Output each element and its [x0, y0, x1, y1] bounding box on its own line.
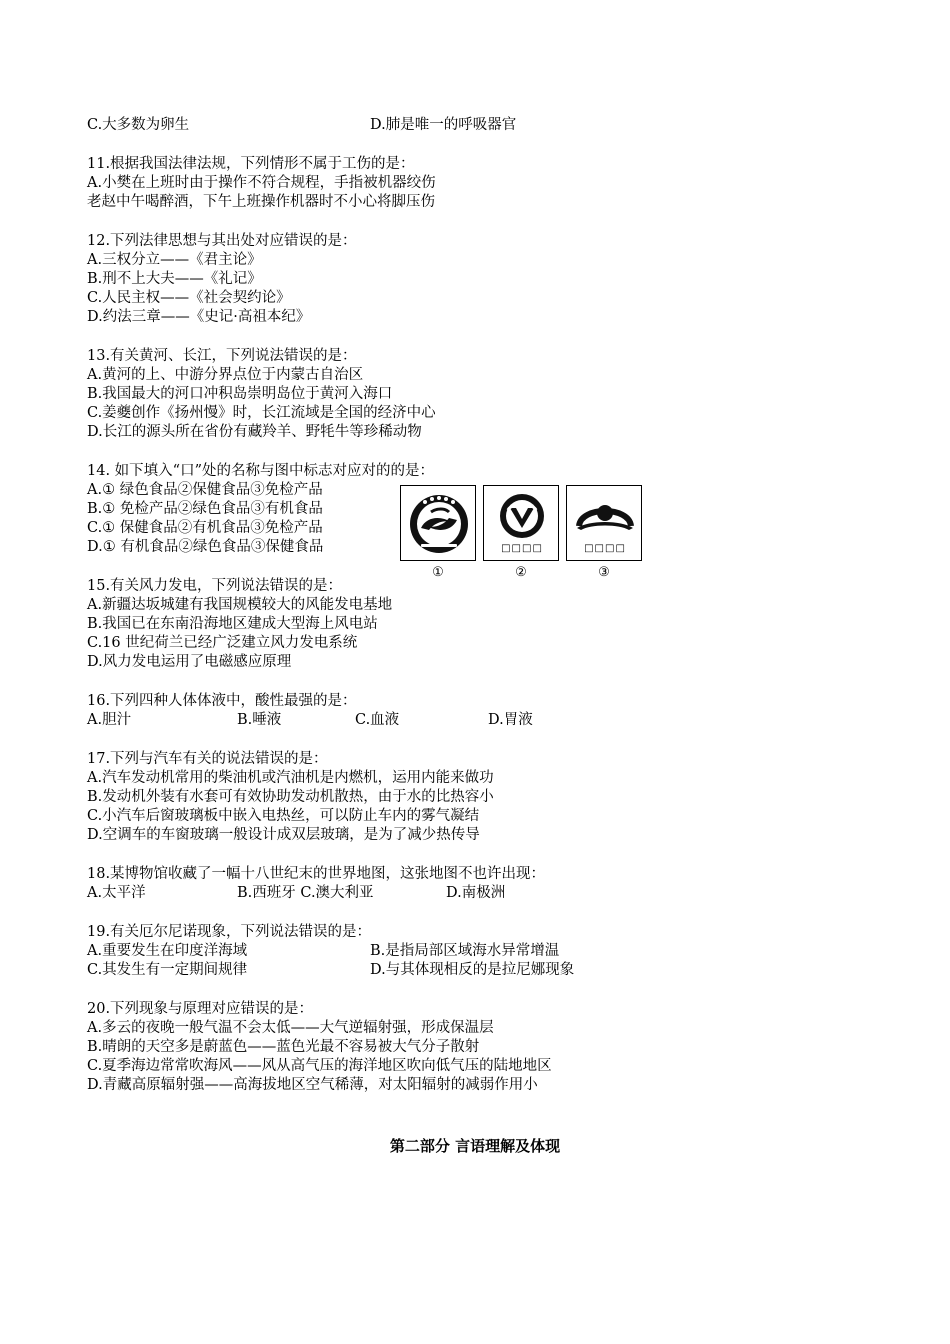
- q14-option-a: A.① 绿色食品②保健食品③免检产品: [87, 482, 323, 498]
- q16-option-c: C.血液: [355, 712, 400, 728]
- logo-label-3: ③: [598, 565, 610, 580]
- q15-option-b: B.我国已在东南沿海地区建成大型海上风电站: [87, 616, 378, 632]
- q16-option-a: A.胆汁: [87, 712, 132, 728]
- q11-option-a: A.小樊在上班时由于操作不符合规程，手指被机器绞伤: [87, 175, 436, 191]
- q20-option-b: B.晴朗的天空多是蔚蓝色——蓝色光最不容易被大气分子散射: [87, 1039, 480, 1055]
- q19-option-b: B.是指局部区域海水异常增温: [370, 943, 560, 959]
- q20-option-c: C.夏季海边常常吹海风——风从高气压的海洋地区吹向低气压的陆地地区: [87, 1058, 552, 1074]
- q13-stem: 13.有关黄河、长江，下列说法错误的是：: [87, 348, 357, 364]
- q17-option-a: A.汽车发动机常用的柴油机或汽油机是内燃机，运用内能来做功: [87, 770, 494, 786]
- section-2-title: 第二部分 言语理解及体现: [389, 1137, 561, 1155]
- q10-option-d: D.肺是唯一的呼吸器官: [370, 117, 517, 133]
- q14-stem: 14. 如下填入“口”处的名称与图中标志对应对的的是：: [87, 463, 434, 479]
- q12-option-c: C.人民主权——《社会契约论》: [87, 290, 291, 306]
- logo-3: [566, 485, 642, 561]
- q16-option-d: D.胃液: [488, 712, 533, 728]
- logo-label-1: ①: [432, 565, 444, 580]
- q13-option-a: A.黄河的上、中游分界点位于内蒙古自治区: [87, 367, 364, 383]
- q16-stem: 16.下列四种人体体液中，酸性最强的是：: [87, 693, 357, 709]
- logo-2-placeholder: □□□□: [501, 543, 543, 554]
- q14-option-c: C.① 保健食品②有机食品③免检产品: [87, 520, 323, 536]
- q10-option-c: C.大多数为卵生: [87, 117, 190, 133]
- q19-option-c: C.其发生有一定期间规律: [87, 962, 248, 978]
- q17-stem: 17.下列与汽车有关的说法错误的是：: [87, 751, 328, 767]
- logo-2: [483, 485, 559, 561]
- q13-option-b: B.我国最大的河口冲积岛崇明岛位于黄河入海口: [87, 386, 393, 402]
- q19-option-d: D.与其体现相反的是拉尼娜现象: [370, 962, 575, 978]
- q17-option-d: D.空调车的车窗玻璃一般设计成双层玻璃，是为了减少热传导: [87, 827, 480, 843]
- logo-organic-food: [400, 485, 476, 561]
- q12-option-a: A.三权分立——《君主论》: [87, 252, 262, 268]
- q20-option-d: D.青藏高原辐射强——高海拔地区空气稀薄，对太阳辐射的减弱作用小: [87, 1077, 538, 1093]
- q15-option-c: C.16 世纪荷兰已经广泛建立风力发电系统: [87, 635, 358, 651]
- q15-option-d: D.风力发电运用了电磁感应原理: [87, 654, 292, 670]
- q15-option-a: A.新疆达坂城建有我国规模较大的风能发电基地: [87, 597, 393, 613]
- q14-option-b: B.① 免检产品②绿色食品③有机食品: [87, 501, 323, 517]
- q18-option-a: A.太平洋: [87, 885, 146, 901]
- q12-option-b: B.刑不上大夫——《礼记》: [87, 271, 262, 287]
- q18-option-bc: B.西班牙 C.澳大利亚: [237, 885, 374, 901]
- q18-option-d: D.南极洲: [446, 885, 506, 901]
- q20-stem: 20.下列现象与原理对应错误的是：: [87, 1001, 314, 1017]
- q12-option-d: D.约法三章——《史记·高祖本纪》: [87, 309, 311, 325]
- q16-option-b: B.唾液: [237, 712, 282, 728]
- q11-option-line2: 老赵中午喝醉酒，下午上班操作机器时不小心将脚压伤: [87, 194, 435, 210]
- q19-option-a: A.重要发生在印度洋海域: [87, 943, 248, 959]
- q13-option-d: D.长江的源头所在省份有藏羚羊、野牦牛等珍稀动物: [87, 424, 422, 440]
- organic-food-emblem-icon: [401, 486, 477, 562]
- q11-stem: 11.根据我国法律法规，下列情形不属于工伤的是：: [87, 156, 415, 172]
- logo-label-2: ②: [515, 565, 527, 580]
- q13-option-c: C.姜夔创作《扬州慢》时，长江流域是全国的经济中心: [87, 405, 436, 421]
- q12-stem: 12.下列法律思想与其出处对应错误的是：: [87, 233, 357, 249]
- q14-option-d: D.① 有机食品②绿色食品③保健食品: [87, 539, 324, 555]
- q17-option-b: B.发动机外装有水套可有效协助发动机散热，由于水的比热容小: [87, 789, 494, 805]
- logo-3-placeholder: □□□□: [584, 543, 626, 554]
- q17-option-c: C.小汽车后窗玻璃板中嵌入电热丝，可以防止车内的雾气凝结: [87, 808, 480, 824]
- q15-stem: 15.有关风力发电，下列说法错误的是：: [87, 578, 343, 594]
- q19-stem: 19.有关厄尔尼诺现象，下列说法错误的是：: [87, 924, 372, 940]
- q20-option-a: A.多云的夜晚一般气温不会太低——大气逆辐射强，形成保温层: [87, 1020, 494, 1036]
- q18-stem: 18.某博物馆收藏了一幅十八世纪末的世界地图，这张地图不也许出现：: [87, 866, 546, 882]
